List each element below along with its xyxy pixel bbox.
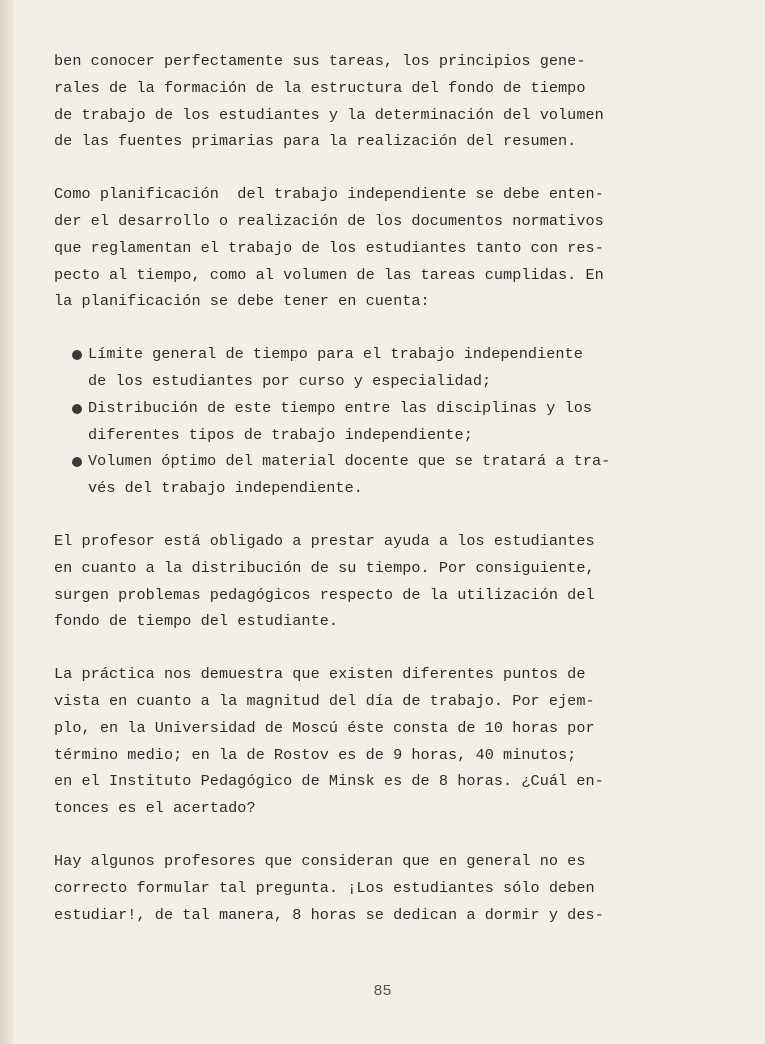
- paragraph-gap: [54, 315, 734, 341]
- bullet-continuation: de los estudiantes por curso y especialidad;: [88, 371, 492, 390]
- text-line: en cuanto a la distribución de su tiempo. Por consiguiente,: [54, 558, 595, 577]
- text-line: estudiar!, de tal manera, 8 horas se dedican a dormir y des-: [54, 905, 604, 924]
- text-line: vista en cuanto a la magnitud del día de trabajo. Por ejem-: [54, 691, 595, 710]
- bullet-item-2: [54, 395, 734, 449]
- paragraph-4: [54, 661, 734, 822]
- text-line: tonces es el acertado?: [54, 799, 256, 818]
- bullet-line: [54, 448, 734, 475]
- text-line: La práctica nos demuestra que existen diferentes puntos de: [54, 665, 586, 684]
- text-line: surgen problemas pedagógicos respecto de la utilización del: [54, 585, 595, 604]
- bullet-line: [54, 341, 734, 368]
- paragraph-3: [54, 528, 734, 635]
- page-body: [54, 48, 734, 928]
- text-line: en el Instituto Pedagógico de Minsk es de 8 horas. ¿Cuál en-: [54, 772, 604, 791]
- text-line: que reglamentan el trabajo de los estudiantes tanto con res-: [54, 238, 604, 257]
- text-line: término medio; en la de Rostov es de 9 horas, 40 minutos;: [54, 745, 577, 764]
- paragraph-gap: [54, 502, 734, 528]
- page-number: 85: [373, 983, 392, 1000]
- bullet-dot-icon: [72, 404, 82, 414]
- paragraph-2: [54, 181, 734, 315]
- paragraph-1: [54, 48, 734, 155]
- text-line: ben conocer perfectamente sus tareas, los principios gene-: [54, 52, 586, 70]
- text-line: correcto formular tal pregunta. ¡Los estudiantes sólo deben: [54, 878, 595, 897]
- text-line: rales de la formación de la estructura del fondo de tiempo: [54, 78, 586, 97]
- bullet-list: [54, 341, 734, 502]
- text-line: Hay algunos profesores que consideran que en general no es: [54, 851, 586, 870]
- text-line: pecto al tiempo, como al volumen de las tareas cumplidas. En: [54, 265, 604, 284]
- paragraph-gap: [54, 822, 734, 848]
- page-binding-edge: [0, 0, 14, 1044]
- bullet-text: Volumen óptimo del material docente que se tratará a tra-: [88, 452, 611, 471]
- bullet-item-1: [54, 341, 734, 395]
- text-line: El profesor está obligado a prestar ayuda a los estudiantes: [54, 531, 595, 550]
- paragraph-gap: [54, 635, 734, 661]
- bullet-continuation: vés del trabajo independiente.: [88, 479, 363, 498]
- paragraph-gap: [54, 155, 734, 181]
- paragraph-5: [54, 848, 734, 928]
- text-line: Como planificación del trabajo independiente se debe enten-: [54, 185, 604, 204]
- bullet-item-3: [54, 448, 734, 502]
- bullet-text: Límite general de tiempo para el trabajo independiente: [88, 345, 583, 364]
- bullet-line: [54, 395, 734, 422]
- text-line: plo, en la Universidad de Moscú éste consta de 10 horas por: [54, 718, 595, 737]
- text-line: der el desarrollo o realización de los documentos normativos: [54, 211, 604, 230]
- bullet-continuation: diferentes tipos de trabajo independiente;: [88, 425, 473, 444]
- text-line: de las fuentes primarias para la realización del resumen.: [54, 132, 577, 151]
- text-line: de trabajo de los estudiantes y la determinación del volumen: [54, 105, 604, 124]
- text-line: la planificación se debe tener en cuenta:: [54, 292, 430, 311]
- text-line: fondo de tiempo del estudiante.: [54, 612, 339, 631]
- bullet-text: Distribución de este tiempo entre las disciplinas y los: [88, 398, 593, 417]
